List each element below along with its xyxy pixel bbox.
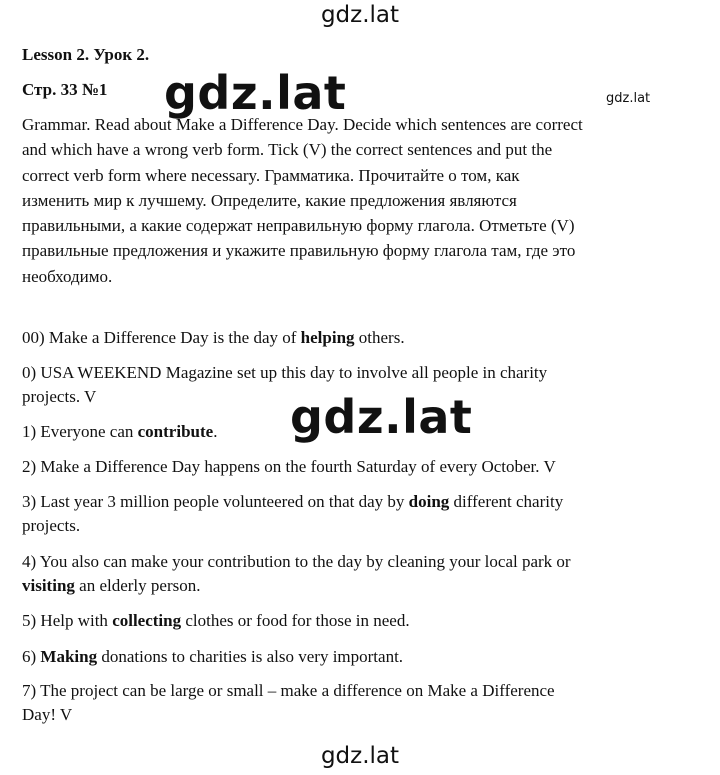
item-text: 5) Help with [22,611,113,630]
item-text: 00) Make a Difference Day is the day of [22,328,301,347]
item-answer-bold: Making [40,647,98,666]
lesson-title: Lesson 2. Урок 2. [22,45,150,64]
item-answer-bold: contribute [137,422,214,441]
instruction-line: правильными, а какие содержат неправильную форму глагола. Отметьте (V) [22,216,575,236]
item-answer-bold: helping [300,328,355,347]
item-answer-bold: collecting [112,611,182,630]
item-text: projects. V [22,387,97,406]
watermark-small: gdz.lat [606,91,651,106]
page-reference: Стр. 33 №1 [22,80,108,99]
instruction-line: правильные предложения и укажите правильную форму глагола там, где это [22,241,576,261]
instruction-line: correct verb form where necessary. Грамматика. Прочитайте о том, как [22,165,520,185]
answer-item-3 [22,490,692,538]
item-text: 2) Make a Difference Day happens on the fourth Saturday of every October. V [22,457,556,476]
instruction-line: изменить мир к лучшему. Определите, какие предложения являются [22,190,517,210]
answer-item-5 [22,609,692,633]
task-instructions [22,112,672,289]
answer-item-2 [22,455,692,479]
answer-item-00 [22,326,692,350]
item-text: projects. [22,516,81,535]
watermark-large-1: gdz.lat [164,66,347,120]
item-text: donations to charities is also very important. [97,647,404,666]
item-answer-bold: doing [408,492,450,511]
watermark-bottom: gdz.lat [320,743,400,769]
item-text: clothes or food for those in need. [181,611,410,630]
item-answer-bold: visiting [22,576,75,595]
item-text: 4) You also can make your contribution to the day by cleaning your local park or [22,552,571,571]
instruction-line: необходимо. [22,266,113,286]
answer-item-6 [22,645,692,669]
item-text: 3) Last year 3 million people volunteered on that day by [22,492,409,511]
item-text: an elderly person. [74,576,201,595]
item-text: . [213,422,218,441]
item-text: others. [354,328,405,347]
item-text: different charity [449,492,564,511]
instruction-line: and which have a wrong verb form. Tick (V) the correct sentences and put the [22,140,553,160]
instruction-line: Grammar. Read about Make a Difference Day. Decide which sentences are correct [22,115,583,134]
answer-item-7 [22,679,692,727]
watermark-top: gdz.lat [320,2,400,28]
answer-item-4 [22,550,692,598]
item-text: 0) USA WEEKEND Magazine set up this day to involve all people in charity [22,363,548,382]
item-text: 7) The project can be large or small – make a difference on Make a Difference [22,681,555,700]
watermark-large-2: gdz.lat [290,390,473,444]
item-text: 1) Everyone can [22,422,138,441]
item-text: 6) [22,647,41,666]
item-text: Day! V [22,705,73,724]
